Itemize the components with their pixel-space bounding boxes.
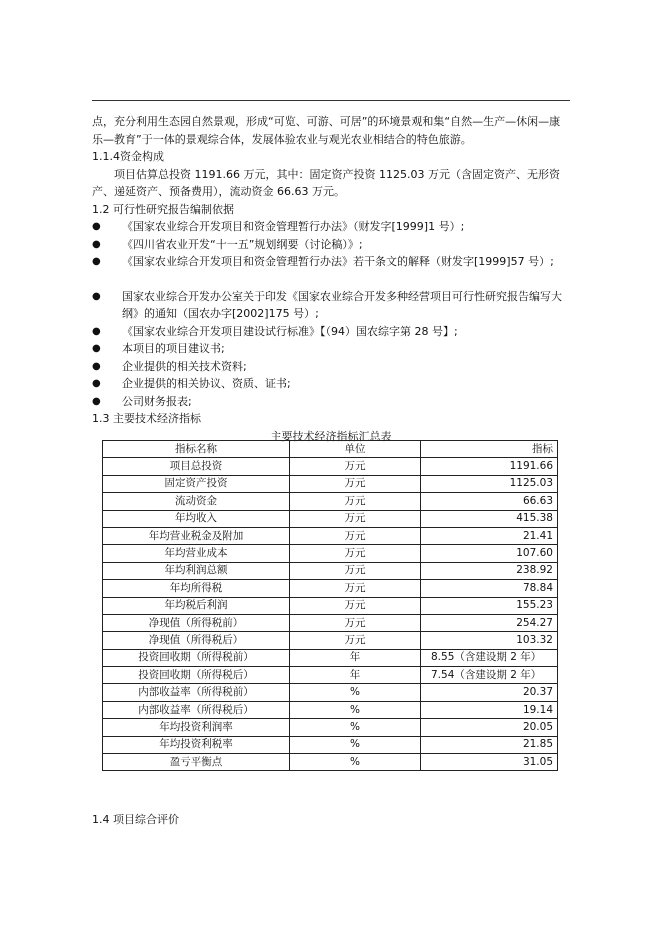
cell-value: 20.37 [421,684,558,701]
cell-value: 66.63 [421,493,558,510]
cell-name: 年均收入 [103,510,290,527]
cell-name: 年均投资利税率 [103,736,290,753]
cell-name: 流动资金 [103,493,290,510]
cell-unit: % [290,736,421,753]
cell-name: 盈亏平衡点 [103,754,290,771]
section-12-heading: 1.2 可行性研究报告编制依据 [92,202,234,216]
cell-value: 21.41 [421,527,558,544]
cell-name: 内部收益率（所得税前） [103,684,290,701]
cell-unit: % [290,701,421,718]
basis-list-1 [92,218,570,271]
header-unit: 单位 [290,441,421,458]
table-row [103,580,558,597]
basis-list-2 [92,288,570,411]
cell-value: 31.05 [421,754,558,771]
cell-unit: 万元 [290,597,421,614]
cell-unit: 万元 [290,562,421,579]
cell-value: 21.85 [421,736,558,753]
table-row [103,597,558,614]
cell-name: 年均营业税金及附加 [103,527,290,544]
list-item: ● 企业提供的相关技术资料; [92,358,570,376]
list-item: ● 国家农业综合开发办公室关于印发《国家农业综合开发多种经营项目可行性研究报告编写大纲》的通知（国农办字[2002]175 号）; [92,288,570,323]
table-row [103,493,558,510]
cell-value: 78.84 [421,580,558,597]
cell-value: 254.27 [421,614,558,631]
list-item: ● 《国家农业综合开发项目和资金管理暂行办法》若干条文的解释（财发字[1999]57 号）; [92,253,570,271]
table-row [103,614,558,631]
table-row [103,475,558,492]
cell-unit: 万元 [290,493,421,510]
list-item: ● 《国家农业综合开发项目建设试行标准》【（94）国农综字第 28 号】; [92,323,570,341]
header-value: 指标 [421,441,558,458]
section-114-text: 项目估算总投资 1191.66 万元，其中：固定资产投资 1125.03 万元（含固定资产、无形资产、递延资产、预备费用），流动资金 66.63 万元。 [92,167,560,198]
cell-value: 7.54（含建设期 2 年） [421,667,558,684]
cell-unit: 万元 [290,527,421,544]
cell-name: 净现值（所得税前） [103,614,290,631]
table-row [103,736,558,753]
table-row [103,510,558,527]
table-row [103,719,558,736]
cell-unit: 万元 [290,510,421,527]
cell-value: 107.60 [421,545,558,562]
cell-value: 20.05 [421,719,558,736]
cell-unit: 万元 [290,632,421,649]
cell-name: 年均投资利润率 [103,719,290,736]
list-item: ● 公司财务报表; [92,393,570,411]
cell-unit: 年 [290,649,421,666]
cell-name: 固定资产投资 [103,475,290,492]
list-item: ● 《四川省农业开发“十一五”规划纲要（讨论稿）》; [92,236,570,254]
cell-name: 年均营业成本 [103,545,290,562]
cell-name: 年均所得税 [103,580,290,597]
table-row [103,701,558,718]
table-row [103,684,558,701]
cell-name: 投资回收期（所得税后） [103,667,290,684]
header-indicator-name: 指标名称 [103,441,290,458]
section-114-heading: 1.1.4资金构成 [92,150,164,163]
table-row [103,545,558,562]
table-row [103,667,558,684]
cell-value: 1191.66 [421,458,558,475]
document-body [92,113,570,445]
list-item: ● 《国家农业综合开发项目和资金管理暂行办法》（财发字[1999]1 号）; [92,218,570,236]
section-13-heading: 1.3 主要技术经济指标 [92,412,201,425]
cell-value: 155.23 [421,597,558,614]
cell-unit: % [290,684,421,701]
cell-name: 年均税后利润 [103,597,290,614]
section-14-heading: 1.4 项目综合评价 [92,813,179,826]
cell-name: 投资回收期（所得税前） [103,649,290,666]
table-row [103,632,558,649]
cell-unit: 万元 [290,580,421,597]
metrics-table [102,440,558,771]
cell-unit: 万元 [290,614,421,631]
cell-name: 项目总投资 [103,458,290,475]
cell-unit: 年 [290,667,421,684]
cell-value: 19.14 [421,701,558,718]
cell-unit: % [290,754,421,771]
list-item: ● 本项目的项目建议书; [92,340,570,358]
cell-name: 年均利润总额 [103,562,290,579]
table-caption: 主要技术经济指标汇总表 [270,429,392,443]
cell-unit: 万元 [290,475,421,492]
cell-unit: % [290,719,421,736]
table-header-row [103,441,558,458]
cell-value: 8.55（含建设期 2 年） [421,649,558,666]
cell-unit: 万元 [290,545,421,562]
table-row [103,562,558,579]
table-row [103,527,558,544]
cell-value: 238.92 [421,562,558,579]
cell-name: 内部收益率（所得税后） [103,701,290,718]
cell-value: 1125.03 [421,475,558,492]
table-row [103,458,558,475]
paragraph-continuation: 点，充分利用生态园自然景观，形成“可览、可游、可居”的环境景观和集“自然—生产—休闲—康乐—教育”于一体的景观综合体，发展体验农业与观光农业相结合的特色旅游。 [92,115,561,146]
cell-unit: 万元 [290,458,421,475]
list-item: ● 企业提供的相关协议、资质、证书; [92,375,570,393]
header-rule [92,100,570,101]
cell-name: 净现值（所得税后） [103,632,290,649]
cell-value: 103.32 [421,632,558,649]
cell-value: 415.38 [421,510,558,527]
table-row [103,754,558,771]
table-row [103,649,558,666]
